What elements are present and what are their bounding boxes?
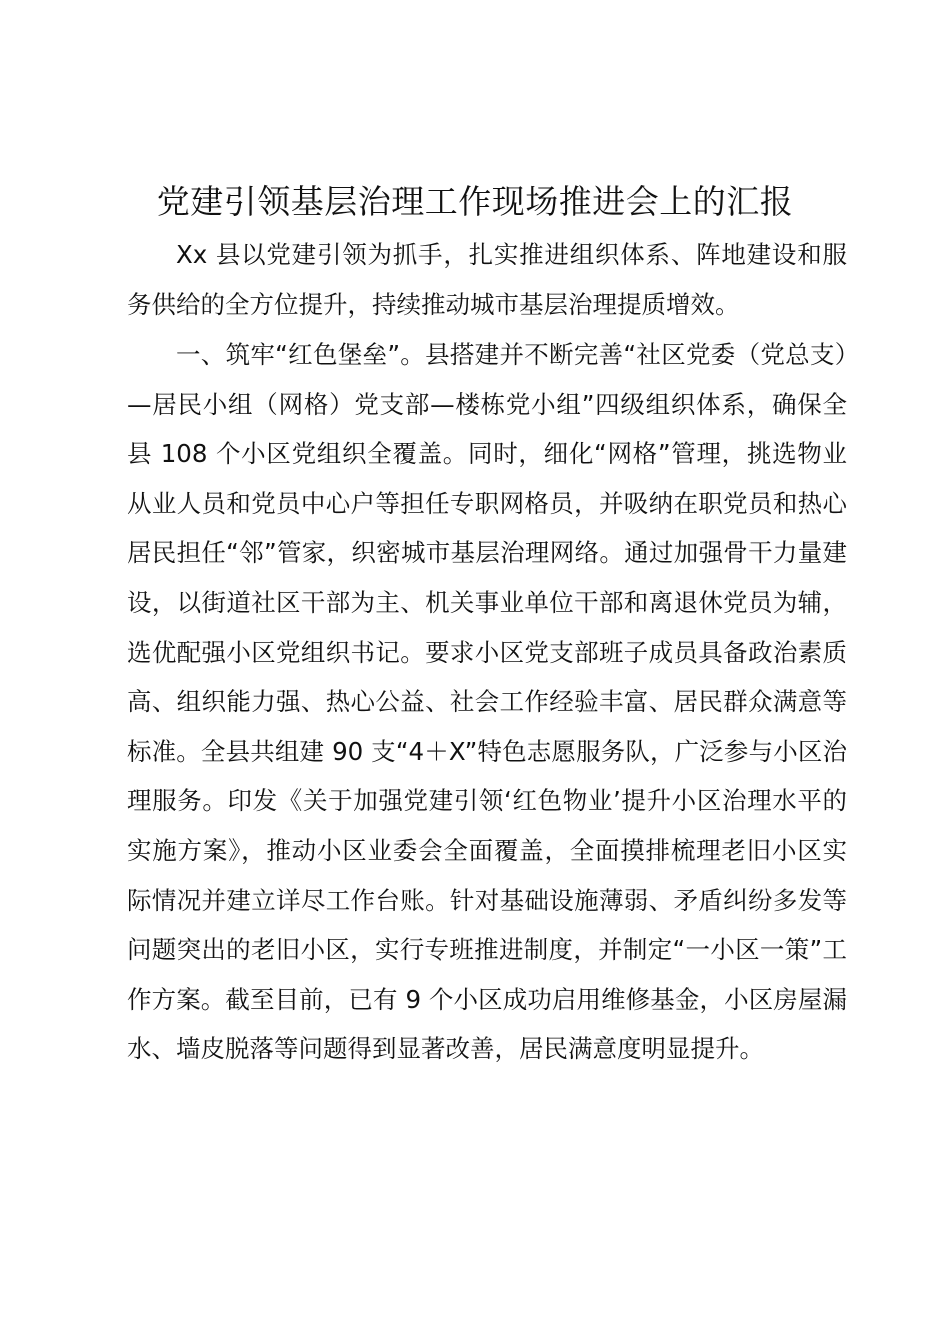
paragraph-section-one: 一、筑牢“红色堡垒”。县搭建并不断完善“社区党委（党总支）—居民小组（网格）党支部—楼栋党小组”四级组织体系，确保全县 108 个小区党组织全覆盖。同时，细化“网格”管理，挑选物业从业人员和党员中心户等担任专职网格员，并吸纳在职党员和热心居民担任“邻”管家，织密城市基层治理网络。通过加强骨干力量建设，以街道社区干部为主、机关事业单位干部和离退休党员为辅，选优配强小区党组织书记。要求小区党支部班子成员具备政治素质高、组织能力强、热心公益、社会工作经验丰富、居民群众满意等标准。全县共组建 90 支“4＋X”特色志愿服务队，广泛参与小区治理服务。印发《关于加强党建引领‘红色物业’提升小区治理水平的实施方案》，推动小区业委会全面覆盖，全面摸排梳理老旧小区实际情况并建立详尽工作台账。针对基础设施薄弱、矛盾纠纷多发等问题突出的老旧小区，实行专班推进制度，并制定“一小区一策”工作方案。截至目前，已有 9 个小区成功启用维修基金，小区房屋漏水、墙皮脱落等问题得到显著改善，居民满意度明显提升。: [127, 340, 847, 1064]
paragraph-intro: Xx 县以党建引领为抓手，扎实推进组织体系、阵地建设和服务供给的全方位提升，持续推动城市基层治理提质增效。: [127, 240, 847, 319]
document-title: 党建引领基层治理工作现场推进会上的汇报: [156, 182, 794, 221]
